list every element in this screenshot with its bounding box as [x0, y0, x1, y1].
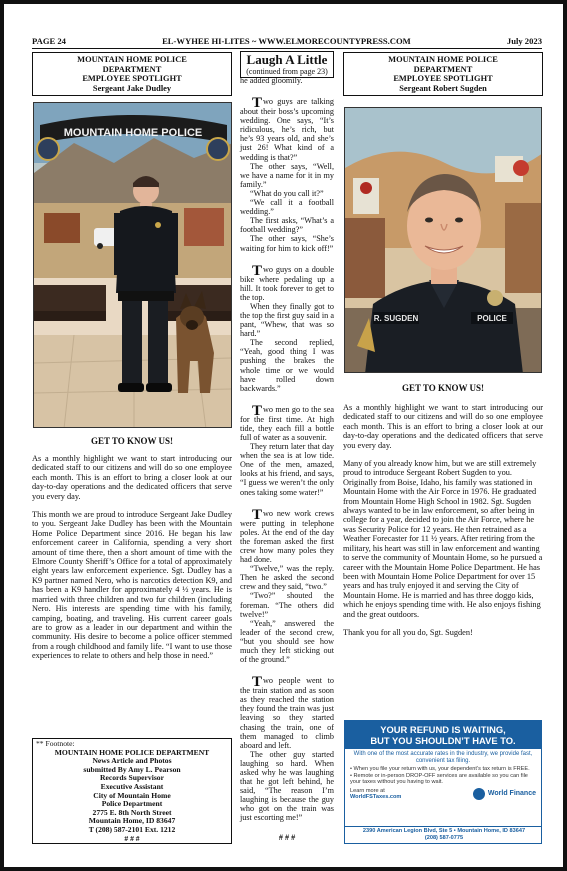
drop-cap: T: [252, 674, 263, 691]
ad-headline-2: BUT YOU SHOULDN’T HAVE TO.: [370, 735, 516, 746]
photo-jake-dudley: [33, 102, 232, 428]
issue-date: July 2023: [506, 36, 542, 46]
footnote-line: City of Mountain Home: [93, 790, 171, 800]
left-heading: GET TO KNOW US!: [90, 436, 174, 446]
joke-text: The other guy started laughing so hard. When asked why he was laughing that he got left behind, he said, “The reason I’m laughing is because the guy who got on the train was just escorting me!”: [240, 749, 334, 823]
ad-bullet: • When you file your return with us, your dependent’s tax return is FREE.: [350, 766, 530, 772]
footnote-credits: [36, 749, 228, 844]
title-line: MOUNTAIN HOME POLICE: [388, 55, 498, 64]
ad-learn-label: Learn more at: [350, 787, 385, 794]
column-title: Laugh A Little: [246, 52, 328, 67]
footnote-line: Executive Assistant: [100, 781, 164, 791]
joke-text: The other says, “She’s waiting for him to kick off!”: [240, 234, 334, 253]
laugh-a-little-title: [240, 51, 334, 78]
uniform-patch: POLICE: [477, 314, 507, 323]
joke-text: When they finally got to the top the first guy said in a pant, “Whew, that was so hard.”: [240, 301, 334, 339]
joke-4: [240, 506, 334, 665]
globe-icon: [473, 788, 485, 800]
joke-text: The other says, “Well, we have a name for it in my family.”: [240, 161, 334, 189]
joke-5: [240, 676, 334, 822]
title-line: MOUNTAIN HOME POLICE: [77, 55, 187, 64]
joke-2: [240, 262, 334, 393]
ad-address: 2390 American Legion Blvd, Ste 5 • Mountain Home, ID 83647: [362, 828, 526, 834]
left-paragraph: As a monthly highlight we want to start introducing our dedicated staff to our citizens and will do so one employee each month. This is an effort to bring a closer look at our day-to-day operations and the dedicated officers that serve you every day.: [32, 454, 232, 501]
ad-footer: [345, 826, 542, 843]
footnote-line: News Article and Photos: [92, 756, 172, 766]
title-line: DEPARTMENT: [102, 64, 162, 74]
photo-robert-sugden: [344, 107, 542, 373]
right-paragraph: Thank you for all you do, Sgt. Sugden!: [343, 627, 473, 637]
joke-text: The first asks, “What’s a football wedding?”: [240, 216, 334, 235]
footnote-box: [32, 738, 232, 844]
ad-phone: (208) 587-0775: [424, 835, 464, 841]
joke-text: “Yeah,” answered the leader of the second crew, “but you should see how much they left sticking out of the ground.”: [240, 618, 334, 665]
ad-headline: [345, 721, 541, 749]
page-number: PAGE 24: [32, 36, 66, 46]
ad-url-link[interactable]: WorldFSTaxes.com: [350, 794, 402, 800]
ad-body: [345, 749, 541, 803]
ad-subtext: With one of the most accurate rates in the industry, we provide fast, convenient tax filing.: [353, 751, 533, 764]
left-spotlight-title: [32, 52, 232, 96]
drop-cap: T: [252, 95, 263, 112]
right-column: [343, 52, 543, 96]
joke-text: wo guys are talking about their boss’s upcoming wedding. One says, “It’s ridiculous, he’s rich, but he’s 93 years old, and she’s just 26! What kind of a wedding is that?”: [240, 97, 334, 162]
joke-text: wo people went to the train station and as soon as they reached the station they found the train was just leaving so they started chasing the train, one of them managed to climb aboard and left.: [240, 676, 334, 750]
drop-cap: T: [252, 506, 263, 523]
right-paragraph: As a monthly highlight we want to start introducing our dedicated staff to our citizens and will do so one employee each month. This is an effort to bring a closer look at our day-to-day operations and the dedicated officers that serve you every day.: [343, 403, 543, 450]
mural-sign-text: MOUNTAIN HOME POLICE: [63, 127, 203, 139]
officer-sugden-illustration: [345, 108, 542, 373]
right-article: [343, 403, 543, 646]
title-line: EMPLOYEE SPOTLIGHT: [82, 74, 182, 84]
footnote-line: Police Department: [101, 799, 163, 809]
footnote-label: ** Footnote:: [36, 739, 75, 748]
drop-cap: T: [252, 402, 263, 419]
left-column: [32, 52, 232, 96]
joke-text: The second replied, “Yeah, good thing I was pushing the brakes the whole time or we would have rolled down backwards.”: [240, 338, 334, 393]
title-line: EMPLOYEE SPOTLIGHT: [393, 74, 493, 84]
joke-lead: he added gloomily.: [240, 76, 303, 85]
title-line: DEPARTMENT: [413, 64, 473, 74]
footnote-line: 2775 E. 8th North Street: [92, 807, 172, 817]
footnote-line: Mountain Home, ID 83647: [88, 816, 176, 826]
joke-text: wo men go to the sea for the first time. At high tide, they each fill a bottle full of water as a souvenir.: [240, 404, 334, 442]
joke-text: They return later that day when the sea is at low tide. One of the men, amazed, looks at his friend, and says, “I guess we weren’t the only ones taking some water!”: [240, 442, 334, 497]
jokes-end-mark: # # #: [278, 832, 296, 842]
name-tag: R. SUGDEN: [373, 314, 419, 323]
officer-dudley-illustration: [34, 103, 232, 428]
ad-headline-1: YOUR REFUND IS WAITING,: [380, 724, 506, 735]
column-subtitle: (continued from page 23): [246, 67, 328, 76]
ad-learn-more: [350, 788, 401, 801]
right-heading: GET TO KNOW US!: [401, 383, 485, 393]
officer-name: Sergeant Jake Dudley: [92, 83, 172, 93]
page-header: [32, 34, 542, 48]
joke-text: wo new work crews were putting in telephone poles. At the end of the day the foreman asked the first crew how many poles they had done.: [240, 508, 334, 565]
left-footnote-area: [32, 738, 232, 844]
right-paragraph: Many of you already know him, but we are still extremely proud to introduce Sergeant Robert Sugden to you. Originally from Boise, Idaho, his family was stationed in Mountain Home with the Air Force in 1976. He graduated from Mountain Home High School in 1982. Sgt. Sugden always wanted to be in law enforcement, so after being in college for a year, decided to join the Air Force, where he was Security Police for 12 years. He then retrained as a Weather Forecaster for 11 ½ years. After retiring from the military, his heart was still in law enforcement and wanting to serve the community of Mountain Home, so he pursued a career with the Mountain Home Police Department. He has been with Mountain Home Police Department for over 15 years and has truly enjoyed it and serving the City of Mountain Home. He is married and has three doggo kids, which he enjoys spending time with. He also enjoys fishing and the great outdoors.: [343, 459, 543, 619]
header-rule: [32, 48, 542, 49]
joke-text: “Twelve,” was the reply. Then he asked the second crew and they said, “two.”: [240, 564, 334, 592]
footnote-line: Records Supervisor: [100, 773, 164, 783]
ad-brand: World Finance: [487, 789, 536, 797]
jokes-column: [240, 76, 334, 842]
footnote-line: submitted By Amy L. Pearson: [83, 764, 181, 774]
joke-3: [240, 402, 334, 497]
joke-text: “We call it a football wedding.”: [240, 198, 334, 217]
world-finance-ad[interactable]: [344, 720, 542, 844]
footnote-line: # # #: [124, 833, 140, 843]
drop-cap: T: [252, 262, 263, 279]
left-paragraph: This month we are proud to introduce Sergeant Jake Dudley to you. Sergeant Jake Dudley has been with the Mountain Home Police Department since 2016. He began his law enforcement career in California, spending a very short amount of time there, then a short amount of time with the Elmore County Sheriff’s Office for a total of approximately eight years law enforcement experience. Sgt. Dudley has a K9 partner named Nero, who is narcotics detection K9, and has been a K9 handler for approximately 4 ½ years. He is married with three children and two fur children (including Nero. His interests are spending time with his family, camping, boating, and traveling. His current career goals are to grow as a leader in our department and within the community. His desire to become a police officer stemmed from a rough childhood and family life. “I want to use those experiences to relate to others and help those in need.”: [32, 510, 232, 661]
footnote-line: T (208) 587-2101 Ext. 1212: [88, 824, 176, 834]
masthead: EL-WYHEE HI-LITES ~ WWW.ELMORECOUNTYPRESS.COM: [162, 36, 411, 46]
joke-text: wo guys on a double bike where pedaling up a hill. It took forever to get to the top.: [240, 264, 334, 302]
left-article: [32, 454, 232, 670]
ad-bullet: • Remote or in-person DROP-OFF services are available so you can file your taxes without you having to wait.: [350, 772, 528, 785]
footnote-line: MOUNTAIN HOME POLICE DEPARTMENT: [54, 747, 210, 757]
right-spotlight-title: [343, 52, 543, 96]
joke-1: [240, 97, 334, 253]
joke-text: “Two?” shouted the foreman. “The others did twelve!”: [240, 591, 334, 619]
officer-name: Sergeant Robert Sugden: [399, 83, 487, 93]
joke-text: “What do you call it?”: [250, 188, 324, 198]
world-finance-logo: [473, 788, 536, 800]
